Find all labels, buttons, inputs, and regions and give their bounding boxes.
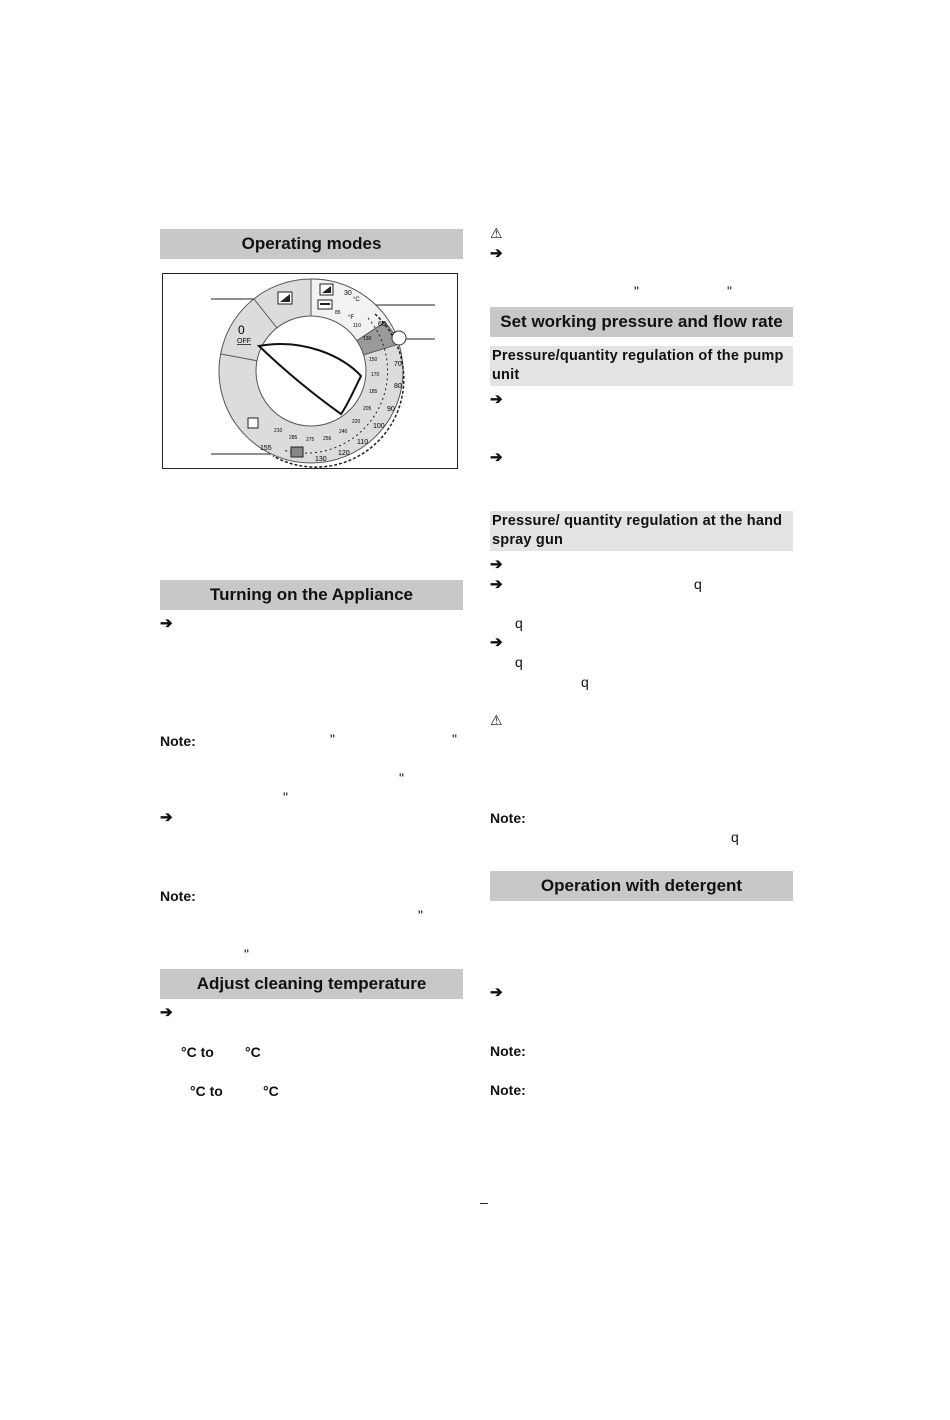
unit-c: °C bbox=[353, 297, 360, 303]
scale-f-205: 205 bbox=[363, 406, 372, 412]
quote-mark: " bbox=[283, 789, 288, 805]
q-glyph: q bbox=[515, 654, 523, 670]
scale-c-80: 80 bbox=[394, 383, 402, 390]
note-label: Note: bbox=[490, 810, 526, 826]
scale-c-155: 155 bbox=[260, 445, 272, 452]
heading-adjust-temp bbox=[160, 969, 463, 999]
scale-f-110: 110 bbox=[353, 323, 361, 329]
mode-dial-diagram bbox=[163, 274, 459, 470]
subheading-gun-regulation: Pressure/ quantity regulation at the hand spray gun bbox=[490, 511, 793, 551]
info-icon bbox=[248, 418, 258, 428]
q-glyph: q bbox=[694, 576, 702, 592]
scale-f-240: 240 bbox=[339, 429, 348, 435]
steam-icon bbox=[291, 447, 303, 457]
step-arrow-icon: ➔ bbox=[490, 984, 503, 1001]
scale-f-130: 130 bbox=[363, 336, 372, 342]
step-arrow-icon: ➔ bbox=[490, 449, 503, 466]
dial-figure bbox=[162, 273, 458, 469]
scale-c-60: 60 bbox=[378, 321, 386, 328]
temp-range-from: °C to bbox=[181, 1044, 214, 1060]
step-arrow-icon: ➔ bbox=[160, 809, 173, 826]
step-arrow-icon: ➔ bbox=[490, 391, 503, 408]
heading-text: Adjust cleaning temperature bbox=[196, 974, 427, 993]
step-arrow-icon: ➔ bbox=[490, 245, 503, 262]
scale-f-220: 220 bbox=[352, 419, 361, 425]
scale-f-256: 256 bbox=[323, 436, 332, 442]
step-arrow-icon: ➔ bbox=[490, 576, 503, 593]
quote-mark: " bbox=[452, 731, 457, 747]
q-glyph: q bbox=[581, 674, 589, 690]
scale-f-85: 85 bbox=[335, 310, 341, 316]
quote-mark: " bbox=[634, 283, 639, 299]
step-arrow-icon: ➔ bbox=[490, 556, 503, 573]
subheading-pump-regulation: Pressure/quantity regulation of the pump unit bbox=[490, 346, 793, 386]
q-glyph: q bbox=[731, 829, 739, 845]
scale-c-30: 30 bbox=[344, 290, 352, 297]
temp-range-to: °C bbox=[245, 1044, 261, 1060]
heading-detergent bbox=[490, 871, 793, 901]
scale-f-210: 210 bbox=[274, 428, 283, 434]
quote-mark: " bbox=[330, 731, 335, 747]
scale-f-285: 285 bbox=[289, 435, 298, 441]
eco-button-icon bbox=[392, 331, 406, 345]
unit-f: °F bbox=[348, 315, 355, 321]
quote-mark: " bbox=[399, 770, 404, 786]
quote-mark: " bbox=[418, 907, 423, 923]
scale-c-120: 120 bbox=[338, 450, 350, 457]
scale-f-150: 150 bbox=[369, 357, 378, 363]
step-arrow-icon: ➔ bbox=[490, 634, 503, 651]
off-zero-label: 0 bbox=[238, 323, 245, 337]
note-label: Note: bbox=[160, 733, 196, 749]
quote-mark: " bbox=[244, 946, 249, 962]
scale-f-185: 185 bbox=[369, 389, 378, 395]
warning-icon: ⚠ bbox=[490, 712, 503, 728]
note-label: Note: bbox=[490, 1043, 526, 1059]
heading-set-pressure bbox=[490, 307, 793, 337]
note-label: Note: bbox=[160, 888, 196, 904]
note-label: Note: bbox=[490, 1082, 526, 1098]
quote-mark: " bbox=[727, 283, 732, 299]
scale-c-130: 130 bbox=[315, 456, 327, 463]
heading-operating-modes bbox=[160, 229, 463, 259]
q-glyph: q bbox=[515, 615, 523, 631]
temp-range-from: °C to bbox=[190, 1083, 223, 1099]
heading-turning-on bbox=[160, 580, 463, 610]
page-footer-dash: – bbox=[480, 1194, 488, 1210]
heading-text: Turning on the Appliance bbox=[209, 585, 414, 604]
temp-range-to: °C bbox=[263, 1083, 279, 1099]
step-arrow-icon: ➔ bbox=[160, 615, 173, 632]
warning-icon: ⚠ bbox=[490, 225, 503, 241]
scale-f-275: 275 bbox=[306, 437, 315, 443]
heading-text: Operating modes bbox=[241, 234, 382, 253]
scale-c-90: 90 bbox=[387, 406, 395, 413]
scale-c-110: 110 bbox=[357, 439, 369, 446]
heading-text: Operation with detergent bbox=[540, 876, 743, 895]
scale-f-170: 170 bbox=[371, 372, 380, 378]
heading-text: Set working pressure and flow rate bbox=[500, 312, 783, 331]
step-arrow-icon: ➔ bbox=[160, 1004, 173, 1021]
scale-c-70: 70 bbox=[394, 361, 402, 368]
scale-c-100: 100 bbox=[373, 423, 385, 430]
off-label: OFF bbox=[237, 338, 251, 345]
